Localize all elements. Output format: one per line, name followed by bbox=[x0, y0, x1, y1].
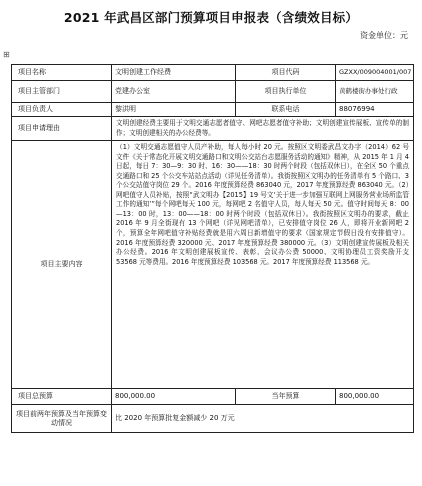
budget-change-value: 比 2020 年预算批复金额减少 20 万元 bbox=[112, 405, 414, 433]
year-budget-value: 800,000.00 bbox=[336, 389, 414, 405]
currency-unit: 资金单位：元 bbox=[360, 31, 408, 40]
owner-value: 黎洪明 bbox=[112, 103, 236, 117]
phone-value: 88076994 bbox=[336, 103, 414, 117]
table-row bbox=[12, 103, 414, 117]
phone-label: 联系电话 bbox=[236, 103, 336, 117]
table-row bbox=[12, 81, 414, 103]
total-budget-value: 800,000.00 bbox=[112, 389, 236, 405]
owner-label: 项目负责人 bbox=[12, 103, 112, 117]
reason-value: 文明创建经费主要用于文明交通志愿者值守、网吧志愿者值守补助；文明创建宣传展板、宣传单的制作；文明创建相关的办公经费等。 bbox=[112, 117, 414, 141]
exec-unit-value: 黄鹤楼街办事处行政 bbox=[336, 81, 414, 103]
budget-change-label: 项目前两年预算及当年预算变动情况 bbox=[12, 405, 112, 433]
project-name-label: 项目名称 bbox=[12, 65, 112, 81]
dept-label: 项目主管部门 bbox=[12, 81, 112, 103]
table-row bbox=[12, 141, 414, 389]
project-code-label: 项目代码 bbox=[236, 65, 336, 81]
table-move-handle-icon[interactable]: ⊞ bbox=[3, 50, 10, 59]
total-budget-label: 项目总预算 bbox=[12, 389, 112, 405]
reason-label: 项目申请理由 bbox=[12, 117, 112, 141]
exec-unit-label: 项目执行单位 bbox=[236, 81, 336, 103]
content-value: （1）文明交通志愿值守人员产补助，每人每小时 20 元。按照区文明委武昌文办字（2014）62 号文件《关于常态化开展文明交通路口和文明公交站台志愿服务活动的通知》精神，从 2015 年 1 月 4 日起，每日 7：30—9：30 时、16：30——18：30 时两个时段（包括双休日），在全区 50 个重点交通路口和 25 个公交车站站点活动（详见任务清单）。我街按照区文明办的任务清单有 5 个路口、3 个公交站值守岗位 29 个。2016 年度预算经费 863040 元，2017 年度预算经费 863040 元。（2）网吧值守人员补贴，按照“武文明办【2015】19 号文‘关于进一步加强互联网上网服务营业场所监管工作的通知’”每个网吧每天 100 元，每网吧 2 名值守人员，每人每天 50 元。值守时间每天 8：00—13：00 时，13：00——18：00 时两个时段（包括双休日）。我街按照区文明办的要求，截止 2016 年 9 月全街现有 13 个网吧（详见网吧清单），已安排值守岗位 26 人，即将开业新网吧 2 个，预算全年网吧值守补贴经费就是用六周日新增值守的要求（国家规定节假日没有安排值守）。2016 年度预算经费 320000 元、2017 年度预算经费 380000 元。（3）文明创建宣传展板及相关办公经费。2016 年文明创建展板宣传、表彰、会议办公费 50000、文明协理员工资奖励开支 53568 元等费用。2016 年度预算经费 103568 元。2017 年度预算经费 113568 元。 bbox=[112, 141, 414, 389]
year-budget-label: 当年预算 bbox=[236, 389, 336, 405]
content-label: 项目主要内容 bbox=[12, 141, 112, 389]
page-title: 2021 年武昌区部门预算项目申报表（含绩效目标） bbox=[63, 10, 359, 25]
table-row bbox=[12, 389, 414, 405]
budget-form-table bbox=[11, 64, 414, 433]
table-row bbox=[12, 405, 414, 433]
table-row bbox=[12, 65, 414, 81]
project-name-value: 文明创建工作经费 bbox=[112, 65, 236, 81]
project-code-value: GZXX/009004001/007 bbox=[336, 65, 414, 81]
table-row bbox=[12, 117, 414, 141]
dept-value: 党建办公室 bbox=[112, 81, 236, 103]
